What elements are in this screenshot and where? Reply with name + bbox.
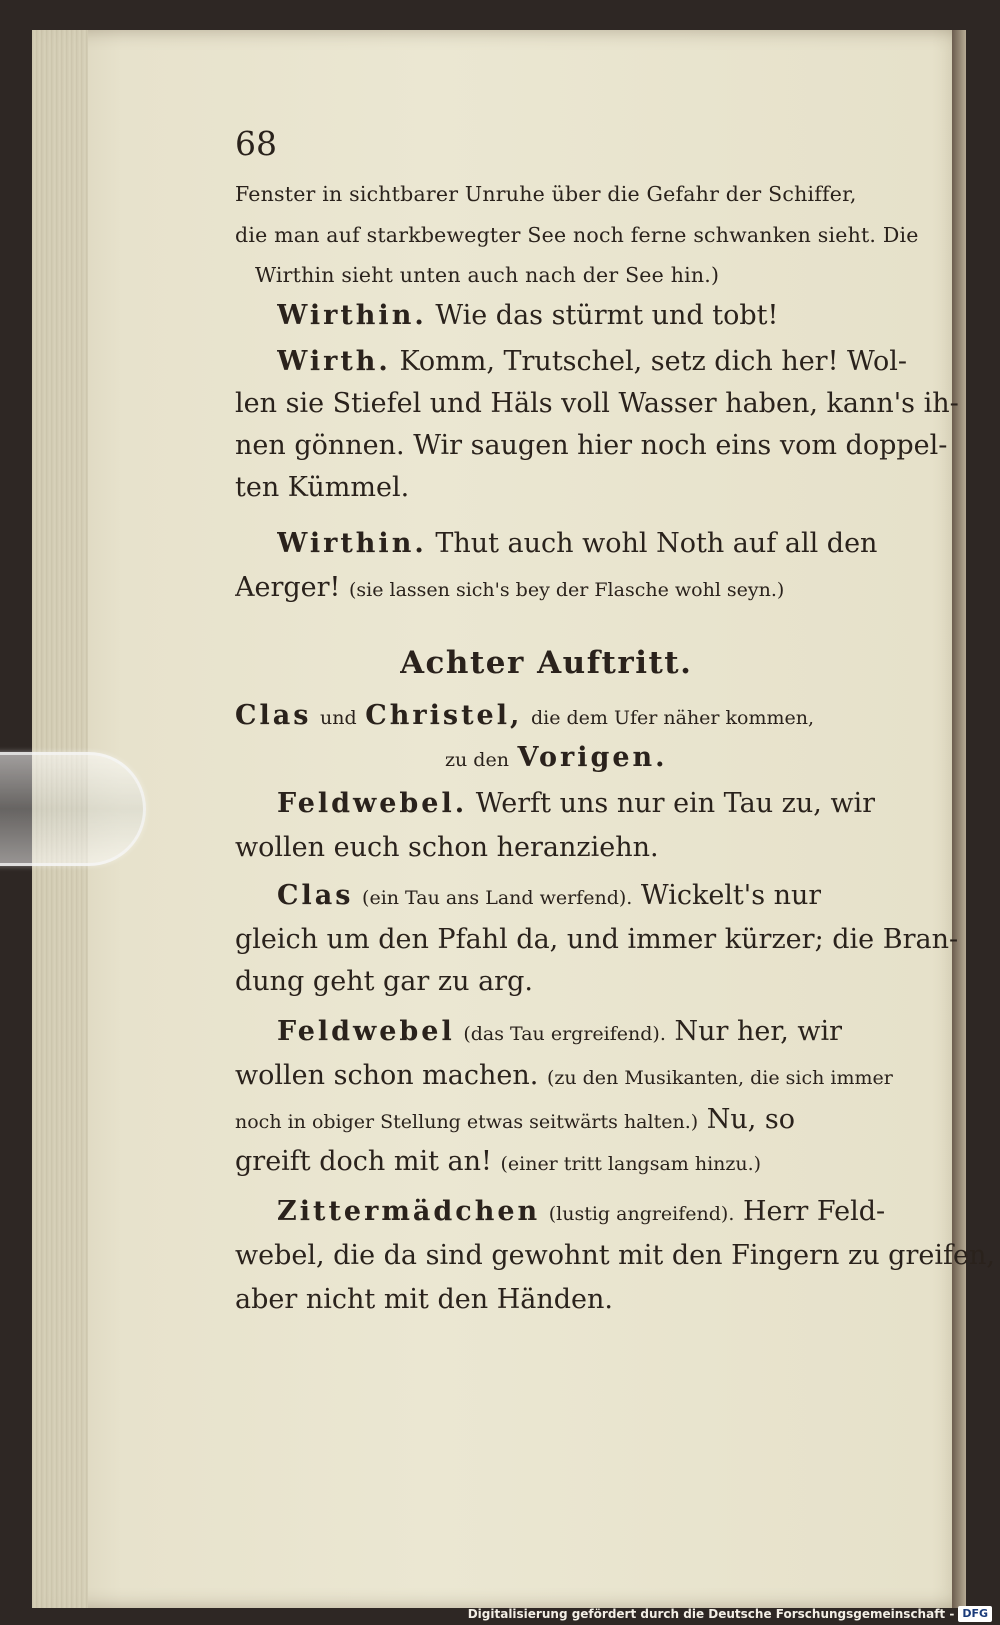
speaker-name: Zittermädchen <box>277 1196 541 1227</box>
line-text: Komm, Trutschel, setz dich her! Wol- <box>399 346 907 377</box>
text-line <box>235 182 857 206</box>
stage-direction: (ein Tau ans Land werfend). <box>362 887 633 909</box>
speaker-name: Wirthin. <box>277 300 427 331</box>
line-text: Nur her, wir <box>674 1016 843 1047</box>
book-spine-edge <box>952 30 966 1608</box>
stage-direction: (einer tritt langsam hinzu.) <box>500 1153 762 1175</box>
text-line <box>255 263 719 287</box>
line-text: aber nicht mit den Händen. <box>235 1284 613 1315</box>
speaker-name: Clas <box>235 700 312 731</box>
credit-text: Digitalisierung gefördert durch die Deutsche Forschungsgemeinschaft - <box>467 1607 955 1621</box>
line-text: wollen schon machen. <box>235 1060 539 1091</box>
text-line <box>277 1196 885 1227</box>
speaker-name: Wirthin. <box>277 528 427 559</box>
stage-direction: (sie lassen sich's bey der Flasche wohl seyn.) <box>349 579 785 601</box>
stage-direction: und <box>320 707 357 729</box>
speaker-name: Vorigen. <box>517 742 668 773</box>
text-line <box>235 924 958 955</box>
line-text: nen gönnen. Wir saugen hier noch eins vom doppel- <box>235 430 948 461</box>
text-line <box>277 880 821 911</box>
dfg-logo: DFG <box>958 1606 992 1622</box>
line-text: Thut auch wohl Noth auf all den <box>435 528 878 559</box>
line-text: Werft uns nur ein Tau zu, wir <box>475 788 876 819</box>
line-text: dung geht gar zu arg. <box>235 966 533 997</box>
stage-direction: (lustig angreifend). <box>548 1203 735 1225</box>
text-line <box>277 528 877 559</box>
stage-direction: noch in obiger Stellung etwas seitwärts halten.) <box>235 1111 699 1133</box>
text-line <box>445 742 668 773</box>
text-line <box>235 1240 995 1271</box>
stage-direction: zu den <box>445 749 509 771</box>
text-line <box>235 700 814 731</box>
text-line <box>235 1060 893 1091</box>
text-line <box>277 300 778 331</box>
text-line <box>235 472 409 503</box>
line-text: Nu, so <box>706 1104 796 1135</box>
speaker-name: Christel, <box>365 700 523 731</box>
line-text: Herr Feld- <box>742 1196 886 1227</box>
line-text: Wickelt's nur <box>640 880 822 911</box>
page-clip <box>0 752 146 866</box>
text-line <box>277 788 875 819</box>
scene-heading: Achter Auftritt. <box>400 645 693 681</box>
line-text: gleich um den Pfahl da, und immer kürzer; die Bran- <box>235 924 959 955</box>
text-line <box>235 223 919 247</box>
text-line <box>235 572 784 603</box>
speaker-name: Wirth. <box>277 346 391 377</box>
line-text: greift doch mit an! <box>235 1146 492 1177</box>
line-text: die man auf starkbewegter See noch ferne schwanken sieht. Die <box>235 223 919 247</box>
text-line <box>235 966 533 997</box>
speaker-name: Feldwebel. <box>277 788 468 819</box>
line-text: Fenster in sichtbarer Unruhe über die Gefahr der Schiffer, <box>235 182 857 206</box>
line-text: ten Kümmel. <box>235 472 410 503</box>
text-line <box>235 1104 795 1135</box>
text-line <box>235 1146 761 1177</box>
line-text: Wirthin sieht unten auch nach der See hin.) <box>255 263 720 287</box>
text-line <box>235 430 947 461</box>
stage-direction: (zu den Musikanten, die sich immer <box>546 1067 893 1089</box>
speaker-name: Feldwebel <box>277 1016 455 1047</box>
text-line <box>235 832 659 863</box>
line-text: len sie Stiefel und Häls voll Wasser haben, kann's ih- <box>235 388 959 419</box>
page-number: 68 <box>235 124 277 163</box>
line-text: Wie das stürmt und tobt! <box>435 300 779 331</box>
text-line <box>235 1284 613 1315</box>
digitization-credit <box>468 1606 992 1622</box>
text-line <box>277 1016 842 1047</box>
speaker-name: Clas <box>277 880 354 911</box>
text-line <box>235 388 959 419</box>
stage-direction: (das Tau ergreifend). <box>463 1023 666 1045</box>
line-text: webel, die da sind gewohnt mit den Fingern zu greifen, <box>235 1240 995 1271</box>
line-text: wollen euch schon heranziehn. <box>235 832 659 863</box>
line-text: Aerger! <box>235 572 341 603</box>
stage-direction: die dem Ufer näher kommen, <box>530 707 815 729</box>
text-line <box>277 346 907 377</box>
